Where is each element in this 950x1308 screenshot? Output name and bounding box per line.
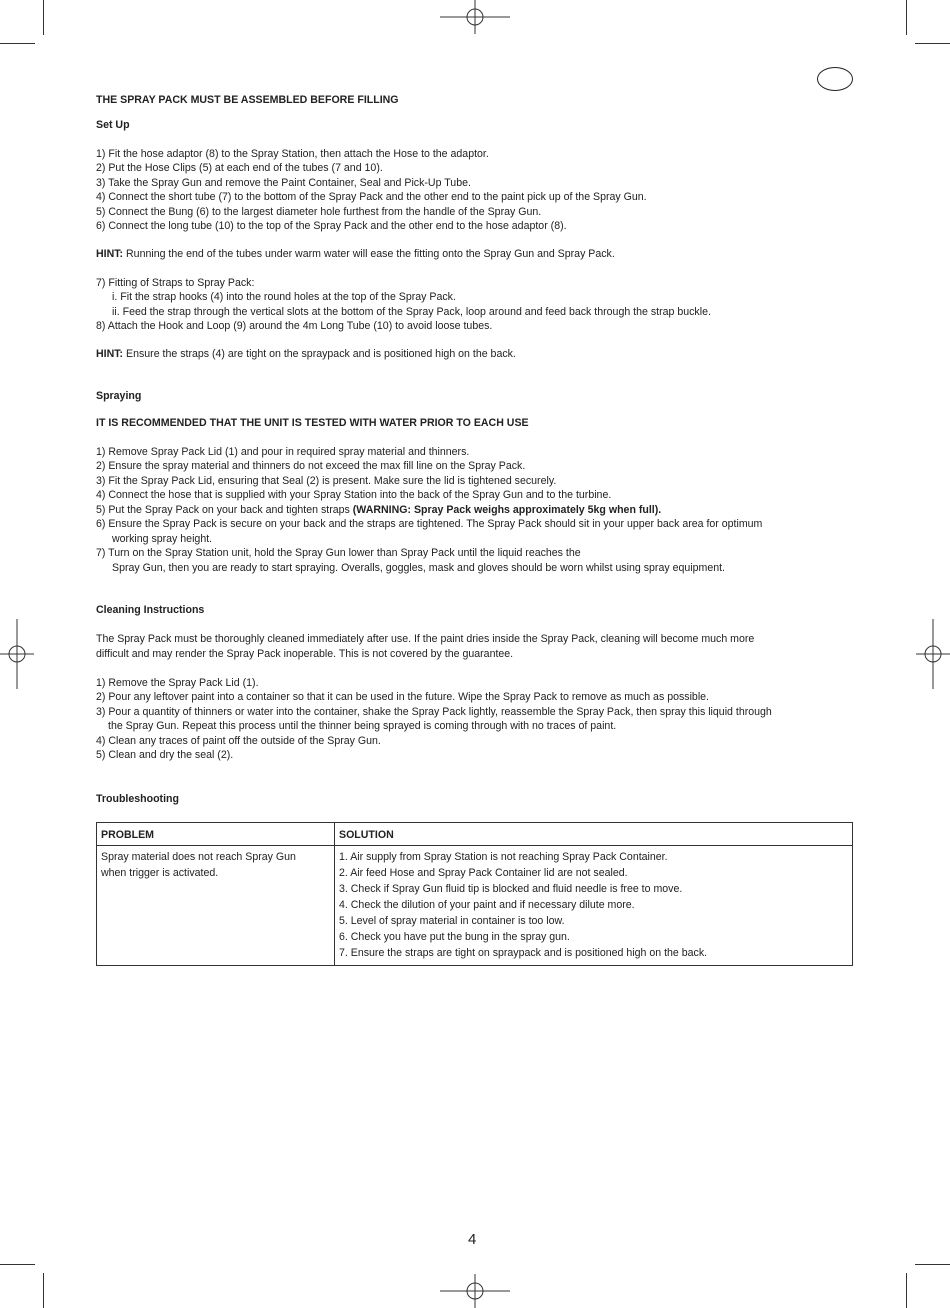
solution-item: 5. Level of spray material in container is too low.: [339, 915, 565, 927]
crop-mark: [915, 1264, 950, 1265]
problem-text: when trigger is activated.: [101, 867, 219, 879]
solution-cell: [335, 846, 853, 966]
spraying-step: 3) Fit the Spray Pack Lid, ensuring that Seal (2) is present. Make sure the lid is tightened securely.: [96, 475, 557, 487]
setup-step: 4) Connect the short tube (7) to the bottom of the Spray Pack and the other end to the paint pick up of the Spray Gun.: [96, 191, 647, 203]
solution-item: 2. Air feed Hose and Spray Pack Container lid are not sealed.: [339, 867, 628, 879]
problem-cell: [97, 846, 335, 966]
registration-mark-right: [916, 619, 950, 689]
spraying-step: 7) Turn on the Spray Station unit, hold the Spray Gun lower than Spray Pack until the liquid reaches the: [96, 547, 581, 559]
cleaning-step-continued: the Spray Gun. Repeat this process until the thinner being sprayed is coming through with no traces of paint.: [108, 720, 617, 732]
setup-step: 3) Take the Spray Gun and remove the Paint Container, Seal and Pick-Up Tube.: [96, 177, 471, 189]
solution-item: 3. Check if Spray Gun fluid tip is blocked and fluid needle is free to move.: [339, 883, 683, 895]
registration-mark-bottom: [440, 1274, 510, 1308]
crop-mark: [0, 1264, 35, 1265]
cleaning-step: 1) Remove the Spray Pack Lid (1).: [96, 677, 259, 689]
spraying-step: 4) Connect the hose that is supplied with your Spray Station into the back of the Spray Gun and to the turbine.: [96, 489, 612, 501]
setup-step-7-i: i. Fit the strap hooks (4) into the round holes at the top of the Spray Pack.: [112, 291, 456, 303]
cleaning-step: 4) Clean any traces of paint off the outside of the Spray Gun.: [96, 735, 381, 747]
cleaning-step: 2) Pour any leftover paint into a container so that it can be used in the future. Wipe the Spray Pack to remove as much as possible.: [96, 691, 710, 703]
spraying-step-text: 5) Put the Spray Pack on your back and tighten straps: [96, 504, 353, 516]
hint-text: Ensure the straps (4) are tight on the spraypack and is positioned high on the back.: [123, 348, 516, 360]
crop-mark: [0, 43, 35, 44]
hint-label: HINT:: [96, 348, 124, 360]
setup-hint-1: [96, 247, 615, 261]
spraying-recommendation: IT IS RECOMMENDED THAT THE UNIT IS TESTED WITH WATER PRIOR TO EACH USE: [96, 417, 529, 429]
spraying-title: Spraying: [96, 390, 142, 402]
language-indicator-oval: [817, 67, 853, 91]
spraying-step: [96, 503, 661, 517]
weight-warning: (WARNING: Spray Pack weighs approximately 5kg when full).: [352, 504, 662, 516]
cleaning-title: Cleaning Instructions: [96, 604, 205, 616]
crop-mark: [906, 0, 907, 35]
registration-mark-top: [440, 0, 510, 34]
setup-hint-2: [96, 347, 516, 361]
troubleshooting-title: Troubleshooting: [96, 793, 179, 805]
column-header-problem: PROBLEM: [97, 823, 335, 846]
setup-title: Set Up: [96, 119, 130, 131]
solution-item: 6. Check you have put the bung in the spray gun.: [339, 931, 570, 943]
column-header-solution: SOLUTION: [335, 823, 853, 846]
main-heading: THE SPRAY PACK MUST BE ASSEMBLED BEFORE FILLING: [96, 94, 399, 106]
page-number: 4: [468, 1231, 477, 1248]
setup-step-7: 7) Fitting of Straps to Spray Pack:: [96, 277, 255, 289]
setup-step-7-ii: ii. Feed the strap through the vertical slots at the bottom of the Spray Pack, loop around and feed back through the strap buckle.: [112, 306, 711, 318]
hint-text: Running the end of the tubes under warm water will ease the fitting onto the Spray Gun and Spray Pack.: [123, 248, 615, 260]
crop-mark: [43, 1273, 44, 1308]
solution-item: 4. Check the dilution of your paint and if necessary dilute more.: [339, 899, 635, 911]
spraying-step-continued: Spray Gun, then you are ready to start spraying. Overalls, goggles, mask and gloves should be worn whilst using spray equipment.: [112, 562, 725, 574]
troubleshooting-table: [96, 822, 853, 966]
setup-step-8: 8) Attach the Hook and Loop (9) around the 4m Long Tube (10) to avoid loose tubes.: [96, 320, 493, 332]
cleaning-step: 5) Clean and dry the seal (2).: [96, 749, 234, 761]
spraying-step: 1) Remove Spray Pack Lid (1) and pour in required spray material and thinners.: [96, 446, 470, 458]
problem-text: Spray material does not reach Spray Gun: [101, 851, 296, 863]
table-row: [97, 846, 853, 966]
setup-step: 5) Connect the Bung (6) to the largest diameter hole furthest from the handle of the Spray Gun.: [96, 206, 542, 218]
table-header-row: [97, 823, 853, 846]
crop-mark: [915, 43, 950, 44]
solution-item: 1. Air supply from Spray Station is not reaching Spray Pack Container.: [339, 851, 668, 863]
crop-mark: [906, 1273, 907, 1308]
cleaning-step: 3) Pour a quantity of thinners or water into the container, shake the Spray Pack lightly, reassemble the Spray Pack, then spray this liquid through: [96, 706, 772, 718]
cleaning-intro: difficult and may render the Spray Pack inoperable. This is not covered by the guarantee.: [96, 648, 514, 660]
setup-step: 2) Put the Hose Clips (5) at each end of the tubes (7 and 10).: [96, 162, 383, 174]
setup-step: 6) Connect the long tube (10) to the top of the Spray Pack and the other end to the hose adaptor (8).: [96, 220, 567, 232]
hint-label: HINT:: [96, 248, 124, 260]
setup-step: 1) Fit the hose adaptor (8) to the Spray Station, then attach the Hose to the adaptor.: [96, 148, 489, 160]
registration-mark-left: [0, 619, 34, 689]
spraying-step: 6) Ensure the Spray Pack is secure on your back and the straps are tightened. The Spray Pack should sit in your upper back area for optimum: [96, 518, 763, 530]
solution-item: 7. Ensure the straps are tight on spraypack and is positioned high on the back.: [339, 947, 708, 959]
spraying-step-continued: working spray height.: [112, 533, 213, 545]
spraying-step: 2) Ensure the spray material and thinners do not exceed the max fill line on the Spray Pack.: [96, 460, 526, 472]
cleaning-intro: The Spray Pack must be thoroughly cleaned immediately after use. If the paint dries inside the Spray Pack, cleaning will become much more: [96, 633, 755, 645]
crop-mark: [43, 0, 44, 35]
